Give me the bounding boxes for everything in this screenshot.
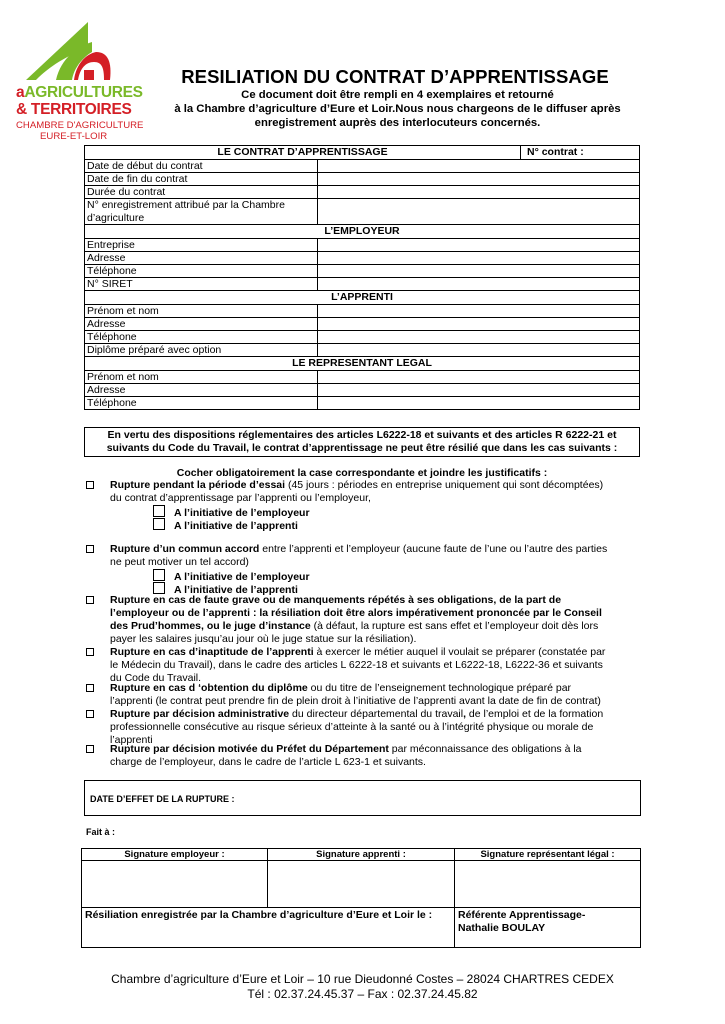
field-apprentice-adresse[interactable] [318,318,640,331]
option-4-text [110,646,640,685]
logo-line-territoires: & TERRITOIRES [16,101,132,118]
field-date-debut[interactable] [318,160,640,173]
label-diplome: Diplôme préparé avec option [85,344,318,357]
option-7-line-2: charge de l’employeur, dans le cadre de l’article L 623-1 et suivants. [110,756,426,768]
field-entreprise[interactable] [318,239,640,252]
label-entreprise: Entreprise [85,239,318,252]
option-5-line-2: l’apprenti (le contrat peut prendre fin de plein droit à l’initiative de l’apprenti avant la date de fin de contrat) [110,695,601,707]
signature-apprentice-field[interactable] [268,861,455,908]
option-2-detail: entre l’apprenti et l’employeur (aucune faute de l’une ou l’autre des parties [259,543,608,555]
signature-employer-field[interactable] [82,861,268,908]
option-1-detail: (45 jours : périodes en entreprise uniquement qui sont décomptées) [285,479,604,491]
apprentice-header: L’APPRENTI [85,291,640,305]
label-legal-rep-nom: Prénom et nom [85,371,318,384]
option-3-line-3 [110,620,640,633]
label-employer-telephone: Téléphone [85,265,318,278]
option-6-line-1 [110,708,640,721]
subtitle [150,88,645,130]
option-4-checkbox[interactable] [86,648,95,657]
label-siret: N° SIRET [85,278,318,291]
referent-line-1: Référente Apprentissage- [458,909,586,921]
initiative-apprentice-label: A l’initiative de l’apprenti [174,520,298,532]
field-enregistrement[interactable] [318,199,640,225]
logo-line-agricultures [16,85,143,101]
legal-notice-line-2: suivants du Code du Travail, le contrat d’apprentissage ne peut être résilié que dans les cas suivants : [106,442,618,454]
logo-letter-a: a [16,84,25,101]
subtitle-line-2: à la Chambre d’agriculture d’Eure et Loir.Nous nous chargeons de le diffuser après [174,103,621,115]
label-enregistrement: N° enregistrement attribué par la Chambre d’agriculture [85,199,318,225]
label-apprentice-nom: Prénom et nom [85,305,318,318]
date-effect-label: DATE D’EFFET DE LA RUPTURE : [90,794,235,804]
option-3-checkbox[interactable] [86,596,95,605]
field-duree[interactable] [318,186,640,199]
option-3-line-1: Rupture en cas de faute grave ou de manquements répétés à ses obligations, de la part de [110,594,562,606]
field-legal-rep-adresse[interactable] [318,384,640,397]
option-7-detail: par méconnaissance des obligations à la [388,743,582,755]
subtitle-line-1: Ce document doit être rempli en 4 exemplaires et retourné [241,89,554,101]
legal-rep-header: LE REPRESENTANT LEGAL [85,357,640,371]
label-apprentice-telephone: Téléphone [85,331,318,344]
option-6-detail-b: de l’emploi et de la formation [466,708,604,720]
footer-address: Chambre d’agriculture d’Eure et Loir – 10 rue Dieudonné Costes – 28024 CHARTRES CEDEX [111,972,614,986]
signature-table [81,848,641,948]
label-apprentice-adresse: Adresse [85,318,318,331]
label-legal-rep-telephone: Téléphone [85,397,318,410]
option-4-line-3: du Code du Travail. [110,672,202,684]
signature-employer-header: Signature employeur : [82,849,268,861]
fait-a-label: Fait à : [86,827,116,837]
option-3-detail: (à défaut, la rupture est sans effet et l’employeur doit dès lors [310,620,599,632]
label-employer-adresse: Adresse [85,252,318,265]
page-title: RESILIATION DU CONTRAT D’APPRENTISSAGE [181,66,609,87]
field-employer-adresse[interactable] [318,252,640,265]
option-2-checkbox[interactable] [86,545,95,554]
legal-notice-box [84,427,640,457]
label-date-fin: Date de fin du contrat [85,173,318,186]
option-5-bold: Rupture en cas d ‘obtention du diplôme [110,682,308,694]
option-5-checkbox[interactable] [86,684,95,693]
footer [0,972,725,1002]
label-date-debut: Date de début du contrat [85,160,318,173]
option-2-line-2: ne peut motiver un tel accord) [110,556,249,568]
field-date-fin[interactable] [318,173,640,186]
signature-apprentice-header: Signature apprenti : [268,849,455,861]
option-7-text [110,743,640,769]
contract-info-table [84,145,640,410]
option-1-text [110,479,640,505]
initiative-apprentice-label: A l’initiative de l’apprenti [174,584,298,596]
label-duree: Durée du contrat [85,186,318,199]
checkbox-icon[interactable] [153,582,165,594]
label-legal-rep-adresse: Adresse [85,384,318,397]
logo-line-chambre: CHAMBRE D'AGRICULTURE [16,120,144,131]
option-3-text [110,594,640,646]
option-3-line-2: l’employeur ou de l’apprenti : la résiliation doit être alors impérativement prononcée par le Conseil [110,607,602,619]
checkbox-icon[interactable] [153,569,165,581]
initiative-employer-label: A l’initiative de l’employeur [174,507,310,519]
subtitle-line-3: enregistrement auprès des interlocuteurs concernés. [254,117,541,129]
option-2-text [110,543,640,569]
checkbox-icon[interactable] [153,505,165,517]
option-4-line-1 [110,646,640,659]
initiative-employer-label: A l’initiative de l’employeur [174,571,310,583]
option-5-line-1 [110,682,640,695]
option-1-line-1 [110,479,640,492]
option-6-comma: , [463,708,466,720]
field-diplome[interactable] [318,344,640,357]
logo-agricultures-text: AGRICULTURES [24,84,143,101]
footer-phone: Tél : 02.37.24.45.37 – Fax : 02.37.24.45.82 [247,987,478,1001]
field-legal-rep-nom[interactable] [318,371,640,384]
option-2-line-1 [110,543,640,556]
option-6-detail: du directeur départemental du travail [289,708,464,720]
option-4-line-2: le Médecin du Travail), dans le cadre des articles L 6222-18 et suivants et L6222-18, L6222-36 et suivants [110,659,603,671]
option-5-detail: ou du titre de l’enseignement technologique préparé par [307,682,572,694]
signature-legal-rep-field[interactable] [455,861,641,908]
instruction-text: Cocher obligatoirement la case correspondante et joindre les justificatifs : [176,467,548,479]
option-6-line-3: l’apprenti [110,734,153,746]
field-employer-telephone[interactable] [318,265,640,278]
option-7-checkbox[interactable] [86,745,95,754]
option-1-bold: Rupture pendant la période d’essai [110,479,286,491]
logo-line-eure-et-loir: EURE-ET-LOIR [40,131,108,142]
field-siret[interactable] [318,278,640,291]
option-6-line-2: professionnelle consécutive au risque sérieux d’atteinte à la santé ou à l’intégrité physique ou morale de [110,721,594,733]
option-3-bold: des Prud’hommes, ou le juge d’instance [110,620,311,632]
contract-header: LE CONTRAT D’APPRENTISSAGE [85,146,521,160]
referent-line-2: Nathalie BOULAY [458,922,546,934]
option-7-line-1 [110,743,640,756]
contract-number-label[interactable]: N° contrat : [521,146,640,160]
field-apprentice-nom[interactable] [318,305,640,318]
signature-legal-rep-header: Signature représentant légal : [455,849,641,861]
option-1-initiative-apprentice[interactable] [153,518,298,533]
field-legal-rep-telephone[interactable] [318,397,640,410]
option-2-bold: Rupture d’un commun accord [110,543,260,555]
employer-header: L’EMPLOYEUR [85,225,640,239]
referent-cell [455,908,641,948]
option-1-line-2: du contrat d’apprentissage par l’apprenti ou l’employeur, [110,492,371,504]
option-6-text [110,708,640,747]
legal-notice-line-1: En vertu des dispositions réglementaires des articles L6222-18 et suivants et des articles R 6222-21 et [107,429,617,441]
option-6-checkbox[interactable] [86,710,95,719]
option-5-text [110,682,640,708]
checkbox-icon[interactable] [153,518,165,530]
option-6-bold: Rupture par décision administrative [110,708,290,720]
option-4-detail: à exercer le métier auquel il voulait se préparer (constatée par [313,646,606,658]
field-apprentice-telephone[interactable] [318,331,640,344]
option-1-checkbox[interactable] [86,481,95,490]
option-7-bold: Rupture par décision motivée du Préfet du Département [110,743,389,755]
option-3-line-4: payer les salaires jusqu’au jour où le juge statue sur la résiliation). [110,633,417,645]
option-4-bold: Rupture en cas d’inaptitude de l’apprenti [110,646,314,658]
registration-cell[interactable]: Résiliation enregistrée par la Chambre d’agriculture d’Eure et Loir le : [82,908,455,948]
